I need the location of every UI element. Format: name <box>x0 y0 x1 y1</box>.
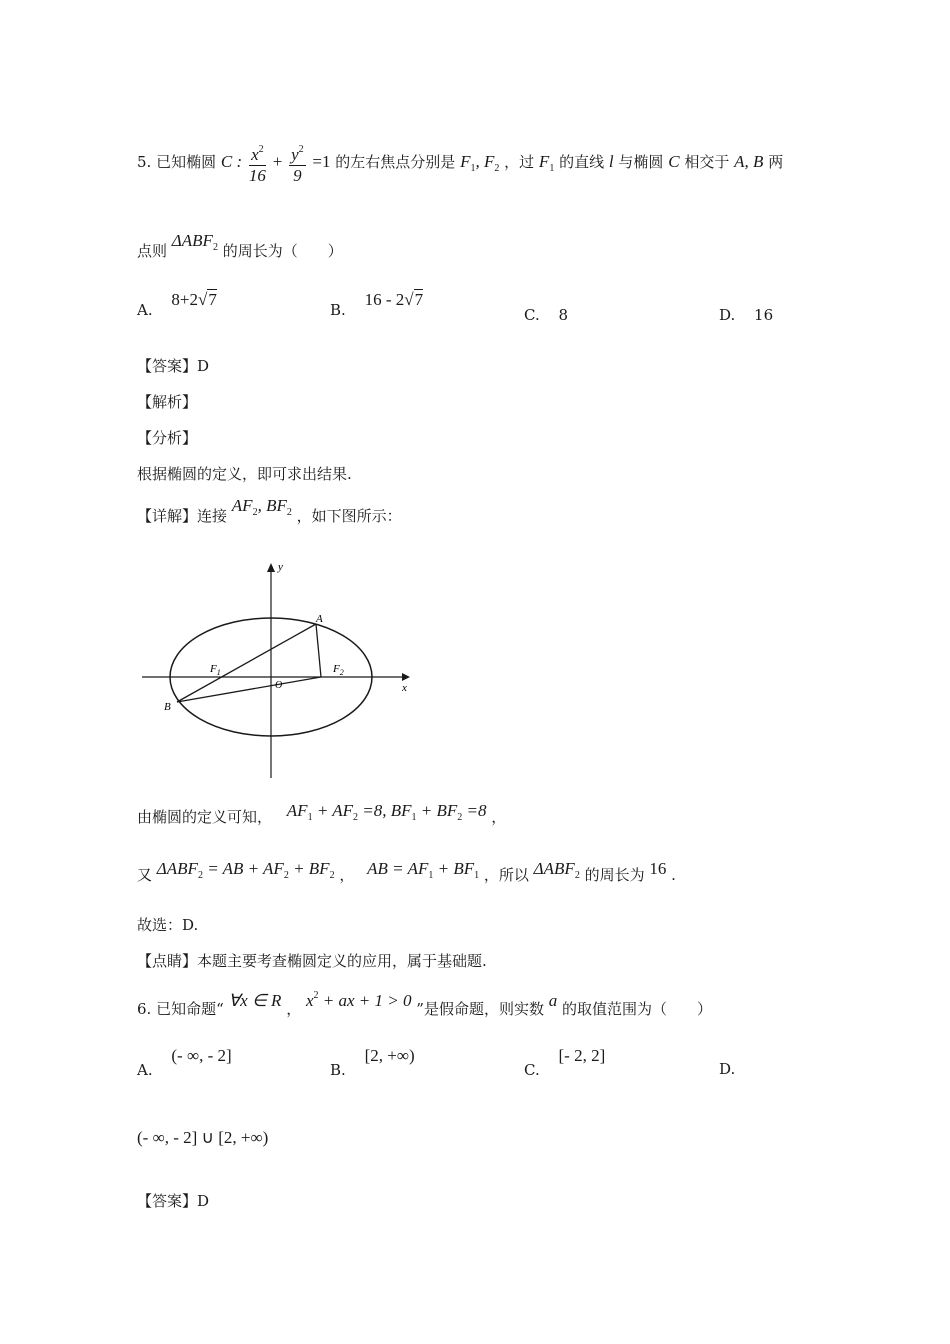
q6-option-b: B. [2, +∞) <box>330 1046 415 1079</box>
y-axis-arrow <box>267 563 275 572</box>
x-axis-arrow <box>402 673 410 681</box>
q6-answer: 【答案】D <box>137 1192 210 1210</box>
ellipse-figure <box>140 560 420 785</box>
q5-intro: 5. 已知椭圆 <box>137 153 217 171</box>
q6-stem: 6. 已知命题“ ∀x ∈ R ， $x^2$ + ax + 1 > 0 ”是假命题，则实数 a 的取值范围为（ ） <box>137 990 713 1018</box>
q5-again-line: 又 $\Delta ABF_2$ = AB + $AF_2 + BF_2$ ， AB = $AF_1 + BF_1$ ，所以 $\Delta ABF_2$ 的周长为 16 . <box>137 859 676 884</box>
label-y: y <box>278 561 283 573</box>
q5-choose: 故选：D. <box>137 916 199 934</box>
q5-frac-x: $\frac{x^2}{16}$ <box>249 140 266 186</box>
q6-option-d-value: (- ∞, - 2] ∪ [2, +∞) <box>137 1128 269 1147</box>
q5-dianjing: 【点睛】本题主要考查椭圆定义的应用，属于基础题. <box>137 952 487 970</box>
line-af2 <box>316 624 321 677</box>
q5-option-a: A. 8+2√7 <box>137 290 217 319</box>
q5-fenxi-text: 根据椭圆的定义，即可求出结果. <box>137 465 352 483</box>
label-x: x <box>402 682 407 694</box>
q5-detail-line: 【详解】连接 $AF_2$, $BF_2$ ，如下图所示： <box>137 496 402 525</box>
label-o: O <box>275 680 283 691</box>
q6-option-c: C. [- 2, 2] <box>524 1046 606 1079</box>
q5-stem-line1: 5. 已知椭圆 C : $\frac{x^2}{16}$ + $\frac{y^2}{9}$ =1 的左右焦点分别是 $F_1$, $F_2$ ，过 $F_1$ 的直线 l 与椭圆 C 相交于 A, B 两 <box>137 140 783 186</box>
label-a: A <box>316 613 323 625</box>
q5-foci: $F_1$, $F_2$ <box>460 152 500 174</box>
q5-eq-rhs: =1 <box>312 152 331 171</box>
q6-option-a: A. (- ∞, - 2] <box>137 1046 232 1079</box>
q5-fenxi-head: 【分析】 <box>137 429 198 447</box>
q5-frac-y: $\frac{y^2}{9}$ <box>289 140 306 186</box>
q5-option-d: D. 16 <box>719 306 774 324</box>
label-b: B <box>164 701 171 713</box>
q5-triangle: $\Delta ABF_2$ <box>171 231 218 253</box>
q5-analysis-head: 【解析】 <box>137 393 198 411</box>
q5-stem-line2: 点则 $\Delta ABF_2$ 的周长为（ ） <box>137 231 343 260</box>
label-f1: $F_1$ <box>210 663 221 677</box>
label-f2: $F_2$ <box>333 663 344 677</box>
q5-answer: 【答案】D <box>137 357 210 375</box>
q5-definition-line: 由椭圆的定义可知， $AF_1 + AF_2 =8$, $BF_1 + BF_2 =8$ ， <box>137 801 507 826</box>
q6-option-d: D. <box>719 1060 736 1078</box>
q5-ellipse-name: C : <box>220 152 243 171</box>
q5-option-b: B. 16 - 2√7 <box>330 290 424 319</box>
q5-option-c: C. 8 <box>524 306 569 324</box>
